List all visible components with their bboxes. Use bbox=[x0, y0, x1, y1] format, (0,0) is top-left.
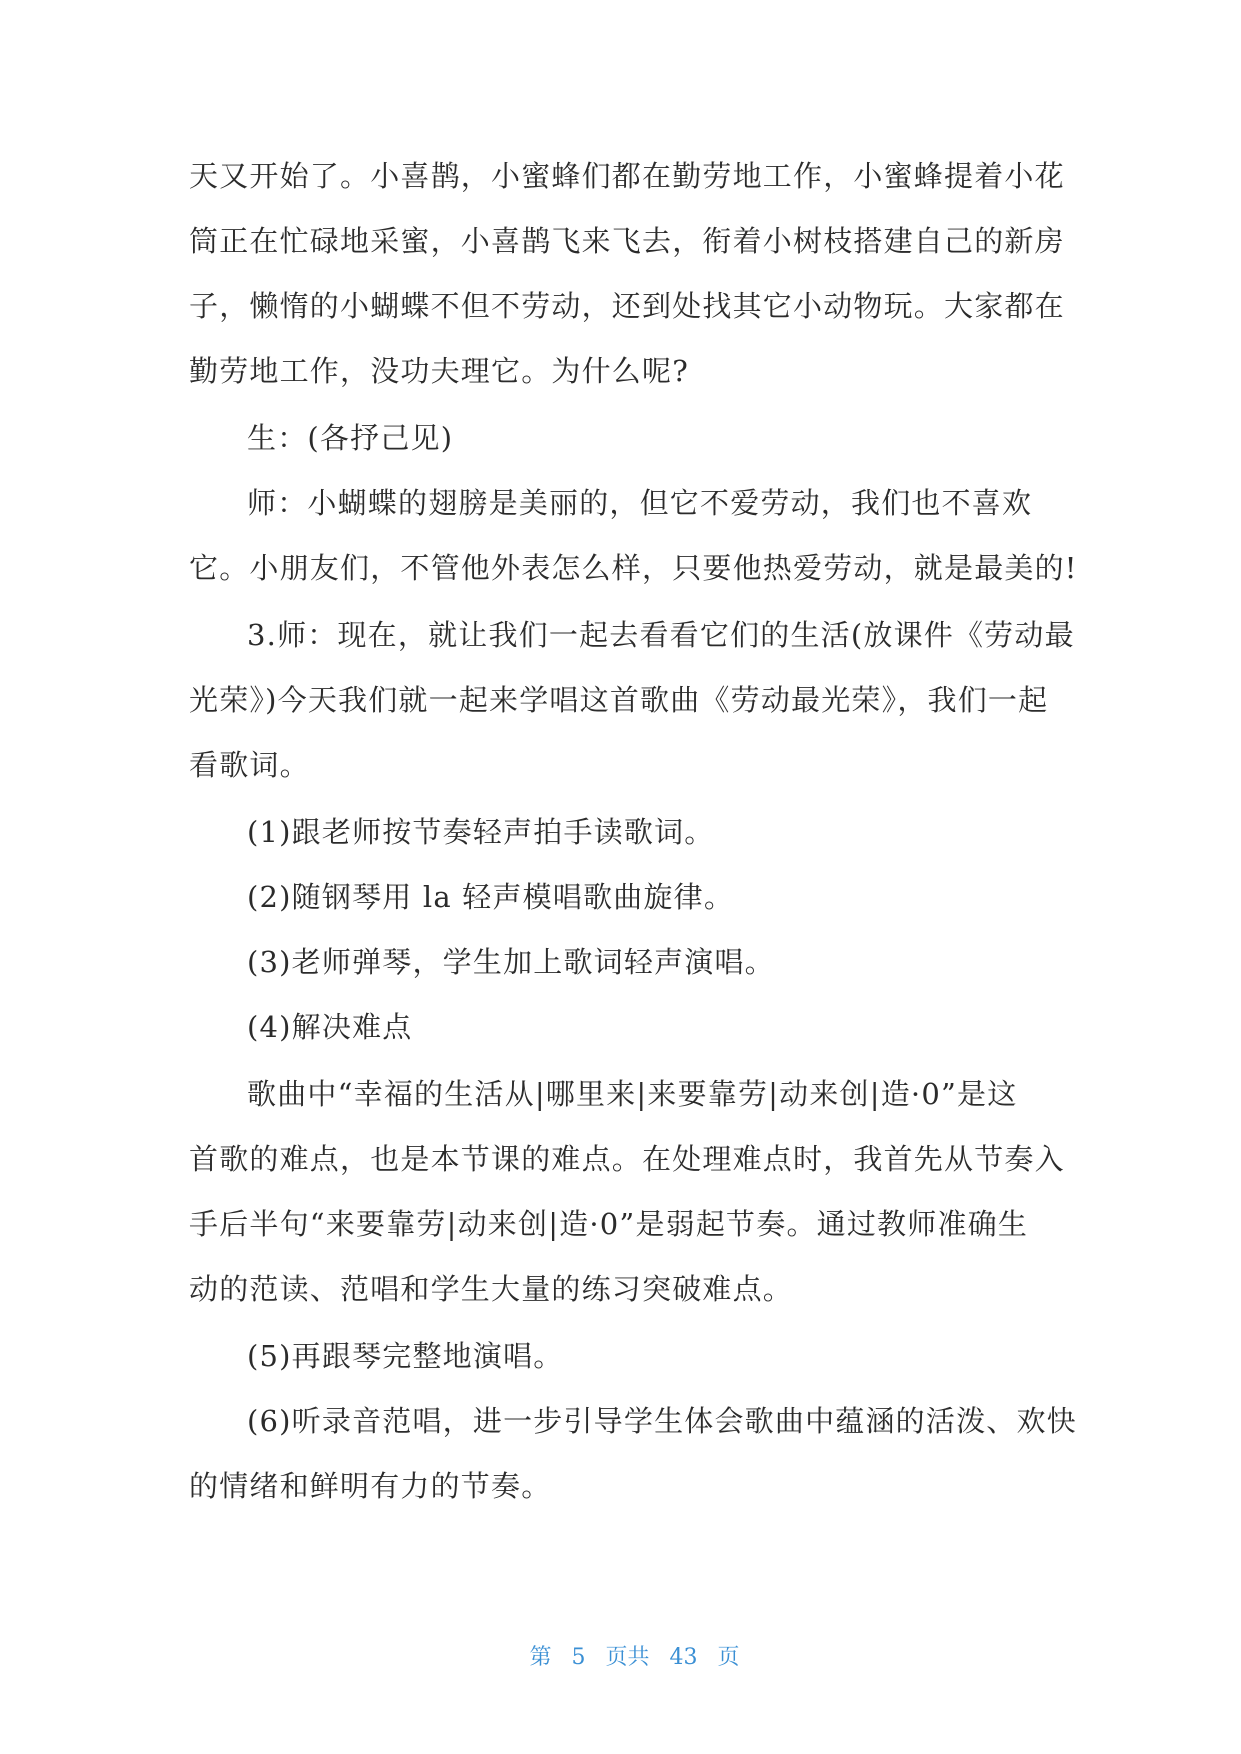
paragraph-line: 手后半句“来要靠劳|动来创|造·0”是弱起节奏。通过教师准确生 bbox=[189, 1207, 1029, 1241]
paragraph-line: 首歌的难点，也是本节课的难点。在处理难点时，我首先从节奏入 bbox=[189, 1142, 1065, 1176]
paragraph-line: (6)听录音范唱，进一步引导学生体会歌曲中蕴涵的活泼、欢快 bbox=[247, 1404, 1077, 1438]
footer-prefix: 第 bbox=[529, 1645, 552, 1670]
paragraph-line: 天又开始了。小喜鹊，小蜜蜂们都在勤劳地工作，小蜜蜂提着小花 bbox=[189, 159, 1065, 193]
paragraph-line: (4)解决难点 bbox=[247, 1010, 413, 1044]
paragraph-line: 光荣》)今天我们就一起来学唱这首歌曲《劳动最光荣》，我们一起 bbox=[189, 683, 1049, 717]
paragraph-line: 勤劳地工作，没功夫理它。为什么呢? bbox=[189, 354, 689, 388]
paragraph-line: 3.师：现在，就让我们一起去看看它们的生活(放课件《劳动最 bbox=[247, 618, 1075, 652]
paragraph-line: (5)再跟琴完整地演唱。 bbox=[247, 1339, 564, 1373]
paragraph-line: 看歌词。 bbox=[189, 748, 310, 782]
paragraph-line: 动的范读、范唱和学生大量的练习突破难点。 bbox=[189, 1272, 794, 1306]
paragraph-line: 筒正在忙碌地采蜜，小喜鹊飞来飞去，衔着小树枝搭建自己的新房 bbox=[189, 224, 1065, 258]
page-footer bbox=[0, 1604, 1241, 1670]
paragraph-line: 它。小朋友们，不管他外表怎么样，只要他热爱劳动，就是最美的! bbox=[189, 551, 1078, 585]
total-pages-number: 43 bbox=[669, 1645, 698, 1670]
footer-suffix: 页 bbox=[717, 1645, 740, 1670]
paragraph-line: 生：(各抒己见) bbox=[247, 421, 454, 455]
paragraph-line: 子，懒惰的小蝴蝶不但不劳动，还到处找其它小动物玩。大家都在 bbox=[189, 289, 1065, 323]
current-page-number: 5 bbox=[571, 1645, 586, 1670]
paragraph-line: 师：小蝴蝶的翅膀是美丽的，但它不爱劳动，我们也不喜欢 bbox=[247, 486, 1033, 520]
paragraph-line: (1)跟老师按节奏轻声拍手读歌词。 bbox=[247, 815, 715, 849]
footer-middle: 页共 bbox=[605, 1645, 650, 1670]
paragraph-line: (3)老师弹琴，学生加上歌词轻声演唱。 bbox=[247, 945, 775, 979]
paragraph-line: (2)随钢琴用 la 轻声模唱歌曲旋律。 bbox=[247, 880, 735, 914]
paragraph-line: 歌曲中“幸福的生活从|哪里来|来要靠劳|动来创|造·0”是这 bbox=[247, 1077, 1018, 1111]
paragraph-line: 的情绪和鲜明有力的节奏。 bbox=[189, 1469, 552, 1503]
